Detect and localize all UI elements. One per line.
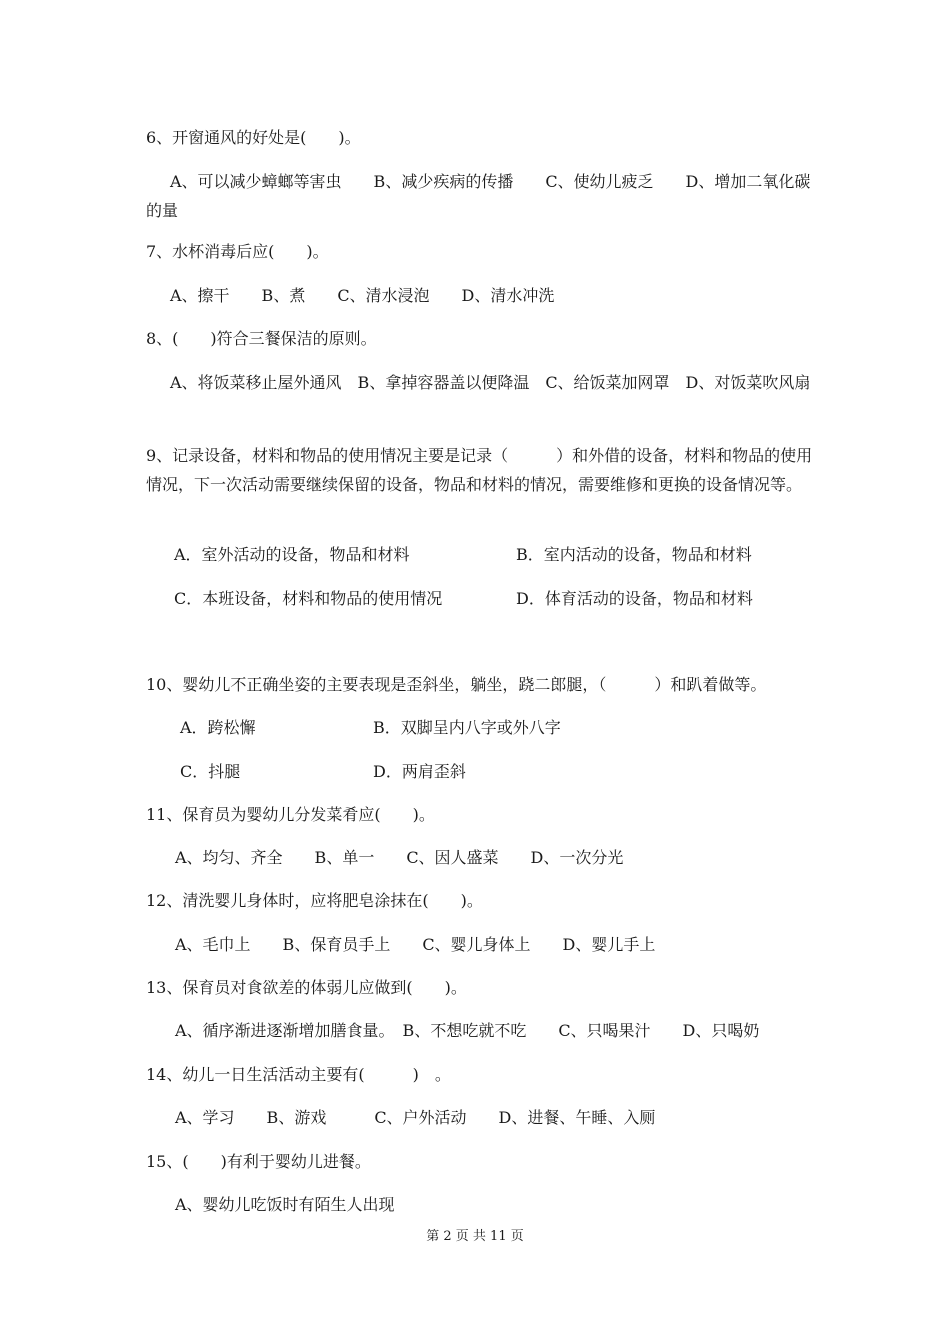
question-8-options: A、将饭菜移止屋外通风 B、拿掉容器盖以便降温 C、给饭菜加网罩 D、对饭菜吹风扇: [170, 373, 811, 392]
question-6-options: A、可以减少蟑螂等害虫 B、减少疾病的传播 C、使幼儿疲乏 D、增加二氧化碳的量: [146, 172, 811, 220]
question-7-options: A、擦干 B、煮 C、清水浸泡 D、清水冲洗: [170, 286, 555, 305]
question-9-option-c: C．本班设备，材料和物品的使用情况: [174, 589, 443, 608]
question-9-option-d: D．体育活动的设备，物品和材料: [516, 589, 753, 608]
question-14-options: A、学习 B、游戏 C、户外活动 D、进餐、午睡、入厕: [175, 1108, 656, 1127]
page-number-footer: 第 2 页 共 11 页: [426, 1229, 524, 1244]
question-9-option-a: A．室外活动的设备，物品和材料: [174, 545, 410, 564]
question-9-option-b: B．室内活动的设备，物品和材料: [516, 545, 752, 564]
question-10-stem: 10、婴幼儿不正确坐姿的主要表现是歪斜坐，躺坐，跷二郎腿，（ ）和趴着做等。: [146, 675, 767, 694]
question-6-stem: 6、开窗通风的好处是( )。: [146, 128, 361, 147]
question-11-stem: 11、保育员为婴幼儿分发菜肴应( )。: [146, 805, 435, 824]
question-12-options: A、毛巾上 B、保育员手上 C、婴儿身体上 D、婴儿手上: [175, 935, 656, 954]
question-15-option-a: A、婴幼儿吃饭时有陌生人出现: [175, 1195, 395, 1214]
question-11-options: A、均匀、齐全 B、单一 C、因人盛菜 D、一次分光: [175, 848, 624, 867]
question-7-stem: 7、水杯消毒后应( )。: [146, 242, 329, 261]
question-13-stem: 13、保育员对食欲差的体弱儿应做到( )。: [146, 978, 467, 997]
question-13-options: A、循序渐进逐渐增加膳食量。 B、不想吃就不吃 C、只喝果汁 D、只喝奶: [175, 1021, 760, 1040]
question-12-stem: 12、清洗婴儿身体时，应将肥皂涂抹在( )。: [146, 891, 483, 910]
question-8-stem: 8、( )符合三餐保洁的原则。: [146, 329, 377, 348]
question-10-option-b: B．双脚呈内八字或外八字: [373, 718, 561, 737]
question-10-option-d: D．两肩歪斜: [373, 762, 466, 781]
question-9-stem: 9、记录设备，材料和物品的使用情况主要是记录（ ）和外借的设备，材料和物品的使用情况，下一次活动需要继续保留的设备，物品和材料的情况，需要维修和更换的设备情况等。: [146, 446, 813, 494]
question-10-option-a: A．跨松懈: [180, 718, 256, 737]
question-14-stem: 14、幼儿一日生活活动主要有( ) 。: [146, 1065, 451, 1084]
question-15-stem: 15、( )有利于婴幼儿进餐。: [146, 1152, 371, 1171]
question-10-option-c: C．抖腿: [180, 762, 241, 781]
